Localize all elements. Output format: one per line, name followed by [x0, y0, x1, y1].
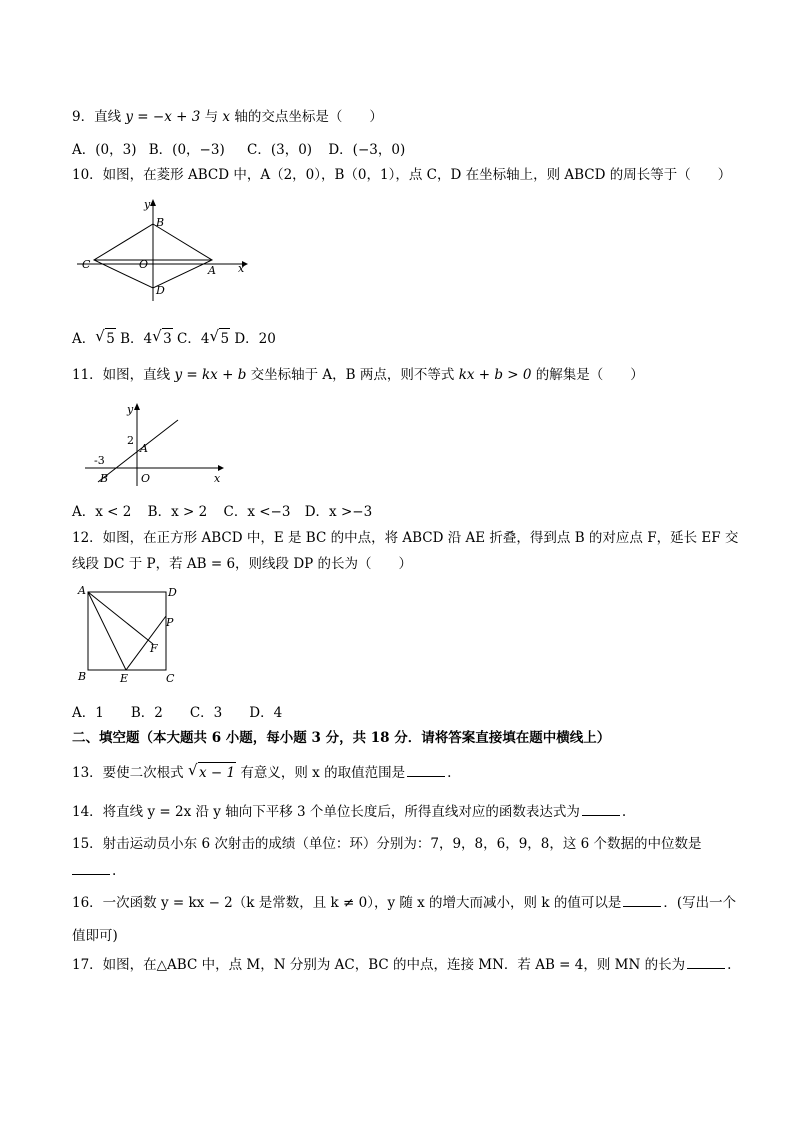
q16-line2: 值即可)	[72, 928, 118, 944]
q15-line2: .	[72, 860, 116, 881]
q9-option-b: B．(0，−3)	[148, 142, 225, 158]
q10-label-y: y	[144, 198, 151, 211]
q11-line	[98, 420, 178, 482]
q15-answer-blank	[72, 860, 110, 875]
svg-text:O: O	[141, 472, 151, 485]
q16-line1: 16．一次函数 y = kx − 2（k 是常数，且 k ≠ 0），y 随 x 的增大而减小，则 k 的值可以是 ．(写出一个	[72, 892, 736, 913]
q11-options: A．x < 2 B．x > 2 C．x <−3 D．x >−3	[72, 504, 373, 520]
q9-option-a: A．(0，3)	[72, 142, 137, 158]
svg-text:B: B	[100, 472, 109, 485]
q10-label-d: D	[156, 284, 165, 297]
q15-line1: 15．射击运动员小东 6 次射击的成绩（单位：环）分别为：7，9，8，6，9，8，这 6 个数据的中位数是	[72, 836, 702, 852]
q10-label-b: B	[156, 216, 165, 229]
q10-stem: 10．如图，在菱形 ABCD 中，A（2，0），B（0，1），点 C，D 在坐标轴上，则 ABCD 的周长等于（ ）	[72, 167, 732, 183]
q12-stem-line2: 线段 DC 于 P，若 AB = 6，则线段 DP 的长为（ ）	[72, 556, 413, 572]
svg-text:y: y	[127, 403, 134, 416]
q17-answer-blank	[687, 954, 725, 969]
svg-text:E: E	[120, 672, 129, 685]
svg-text:D: D	[168, 586, 177, 599]
q10-options: A．√ 5 B．4√ 3 C．4√ 5 D．20	[72, 328, 276, 349]
q13-answer-blank	[407, 762, 445, 777]
q14-answer-blank	[582, 801, 620, 816]
q9-option-d: D．(−3，0)	[328, 142, 406, 158]
q10-label-o: O	[139, 258, 149, 271]
q10-label-a: A	[208, 264, 216, 277]
q10-rhombus-figure	[72, 196, 252, 306]
svg-text:A: A	[140, 442, 148, 455]
q10-label-x: x	[238, 262, 245, 275]
q17: 17．如图，在△ABC 中，点 M，N 分别为 AC，BC 的中点，连接 MN．若 AB = 4，则 MN 的长为 .	[72, 954, 731, 975]
svg-text:A: A	[78, 584, 86, 597]
q14: 14．将直线 y = 2x 沿 y 轴向下平移 3 个单位长度后，所得直线对应的函数表达式为 .	[72, 801, 626, 822]
svg-text:C: C	[166, 672, 175, 685]
q12-options: A．1 B．2 C．3 D．4	[72, 705, 283, 721]
q16-answer-blank	[623, 892, 661, 907]
svg-text:F: F	[150, 642, 158, 655]
svg-text:B: B	[78, 670, 87, 683]
q10-label-c: C	[82, 258, 91, 271]
q11-line-figure	[80, 398, 230, 490]
q9-stem: 9．直线 y = −x + 3 与 x 轴的交点坐标是（ ）	[72, 109, 383, 125]
svg-text:-3: -3	[94, 454, 105, 467]
q11-stem: 11．如图，直线 y = kx + b 交坐标轴于 A，B 两点，则不等式 kx + b > 0 的解集是（ ）	[72, 367, 644, 383]
q12-stem-line1: 12．如图，在正方形 ABCD 中，E 是 BC 的中点，将 ABCD 沿 AE 折叠，得到点 B 的对应点 F，延长 EF 交	[72, 530, 739, 546]
q9-option-c: C．(3，0)	[247, 142, 313, 158]
section-2-heading: 二、填空题（本大题共 6 小题，每小题 3 分，共 18 分．请将答案直接填在题中横线上）	[72, 730, 611, 746]
svg-text:P: P	[166, 616, 174, 629]
svg-text:2: 2	[127, 434, 134, 447]
q9-options	[72, 140, 405, 160]
svg-text:x: x	[214, 472, 221, 485]
q13: 13．要使二次根式 √ x − 1 有意义，则 x 的取值范围是 .	[72, 762, 451, 783]
q12-square-figure	[74, 582, 184, 688]
